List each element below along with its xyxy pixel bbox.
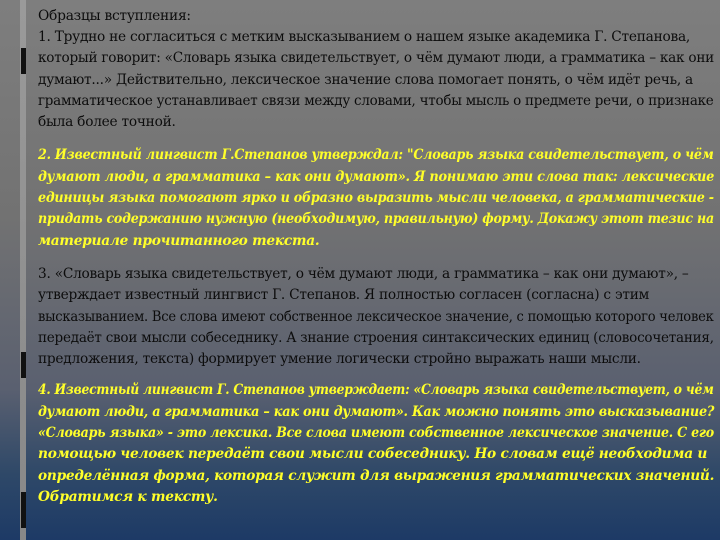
paragraph-line: 1. Трудно не согласиться с метким высказыванием о нашем языке академика Г. Степанова, <box>38 29 690 45</box>
paragraph-line: 4. Известный лингвист Г. Степанов утверждает: «Словарь языка свидетельствует, о чём <box>38 382 714 399</box>
paragraph-line: материале прочитанного текста. <box>38 232 320 249</box>
paragraph-line: Обратимся к тексту. <box>38 488 218 505</box>
paragraph-line: придать содержанию нужную (необходимую, правильную) форму. Докажу этот тезис на <box>38 211 714 228</box>
paragraph-line: 2. Известный лингвист Г.Степанов утверждал: "Словарь языка свидетельствует, о чём <box>38 147 714 164</box>
paragraph-line: думают люди, а грамматика – как они думают». Я понимаю эти слова так: лексические <box>38 168 715 185</box>
slide-content <box>38 5 718 508</box>
paragraph-line: высказыванием. Все слова имеют собственное лексическое значение, с помощью которого человек <box>38 308 714 325</box>
paragraph-line: грамматическое устанавливает связи между словами, чтобы мысль о предмете речи, о признаке <box>38 92 714 109</box>
paragraph-3 <box>38 264 718 370</box>
paragraph-1 <box>38 27 718 133</box>
paragraph-line: определённая форма, которая служит для выражения грамматических значений. <box>38 467 715 484</box>
paragraph-line: «Словарь языка» - это лексика. Все слова имеют собственное лексическое значение. С его <box>38 425 714 442</box>
stripe-marker <box>21 352 26 378</box>
paragraph-line: думают...» Действительно, лексическое значение слова помогает понять, о чём идёт речь, а <box>38 71 693 88</box>
left-decorative-stripe <box>20 0 26 540</box>
paragraph-4 <box>38 380 718 508</box>
paragraph-line: была более точной. <box>38 114 176 131</box>
stripe-marker <box>21 48 26 74</box>
stripe-marker <box>21 492 26 528</box>
paragraph-line: думают люди, а грамматика – как они думают». Как можно понять это высказывание? <box>38 403 715 420</box>
paragraph-line: который говорит: «Словарь языка свидетельствует, о чём думают люди, а грамматика – как они <box>38 50 714 67</box>
paragraph-line: предложения, текста) формирует умение логически стройно выражать наши мысли. <box>38 351 641 368</box>
paragraph-line: 3. «Словарь языка свидетельствует, о чём думают люди, а грамматика – как они думают», – <box>38 265 689 282</box>
slide-title: Образцы вступления: <box>38 8 191 24</box>
paragraph-2 <box>38 145 718 251</box>
paragraph-line: единицы языка помогают ярко и образно выразить мысли человека, а грамматические - <box>38 190 714 207</box>
paragraph-line: утверждает известный лингвист Г. Степанов. Я полностью согласен (согласна) с этим <box>38 287 650 304</box>
paragraph-line: помощью человек передаёт свои мысли собеседнику. Но словам ещё необходима и <box>38 446 708 463</box>
paragraph-line: передаёт свои мысли собеседнику. А знание строения синтаксических единиц (словосочетания, <box>38 329 714 346</box>
